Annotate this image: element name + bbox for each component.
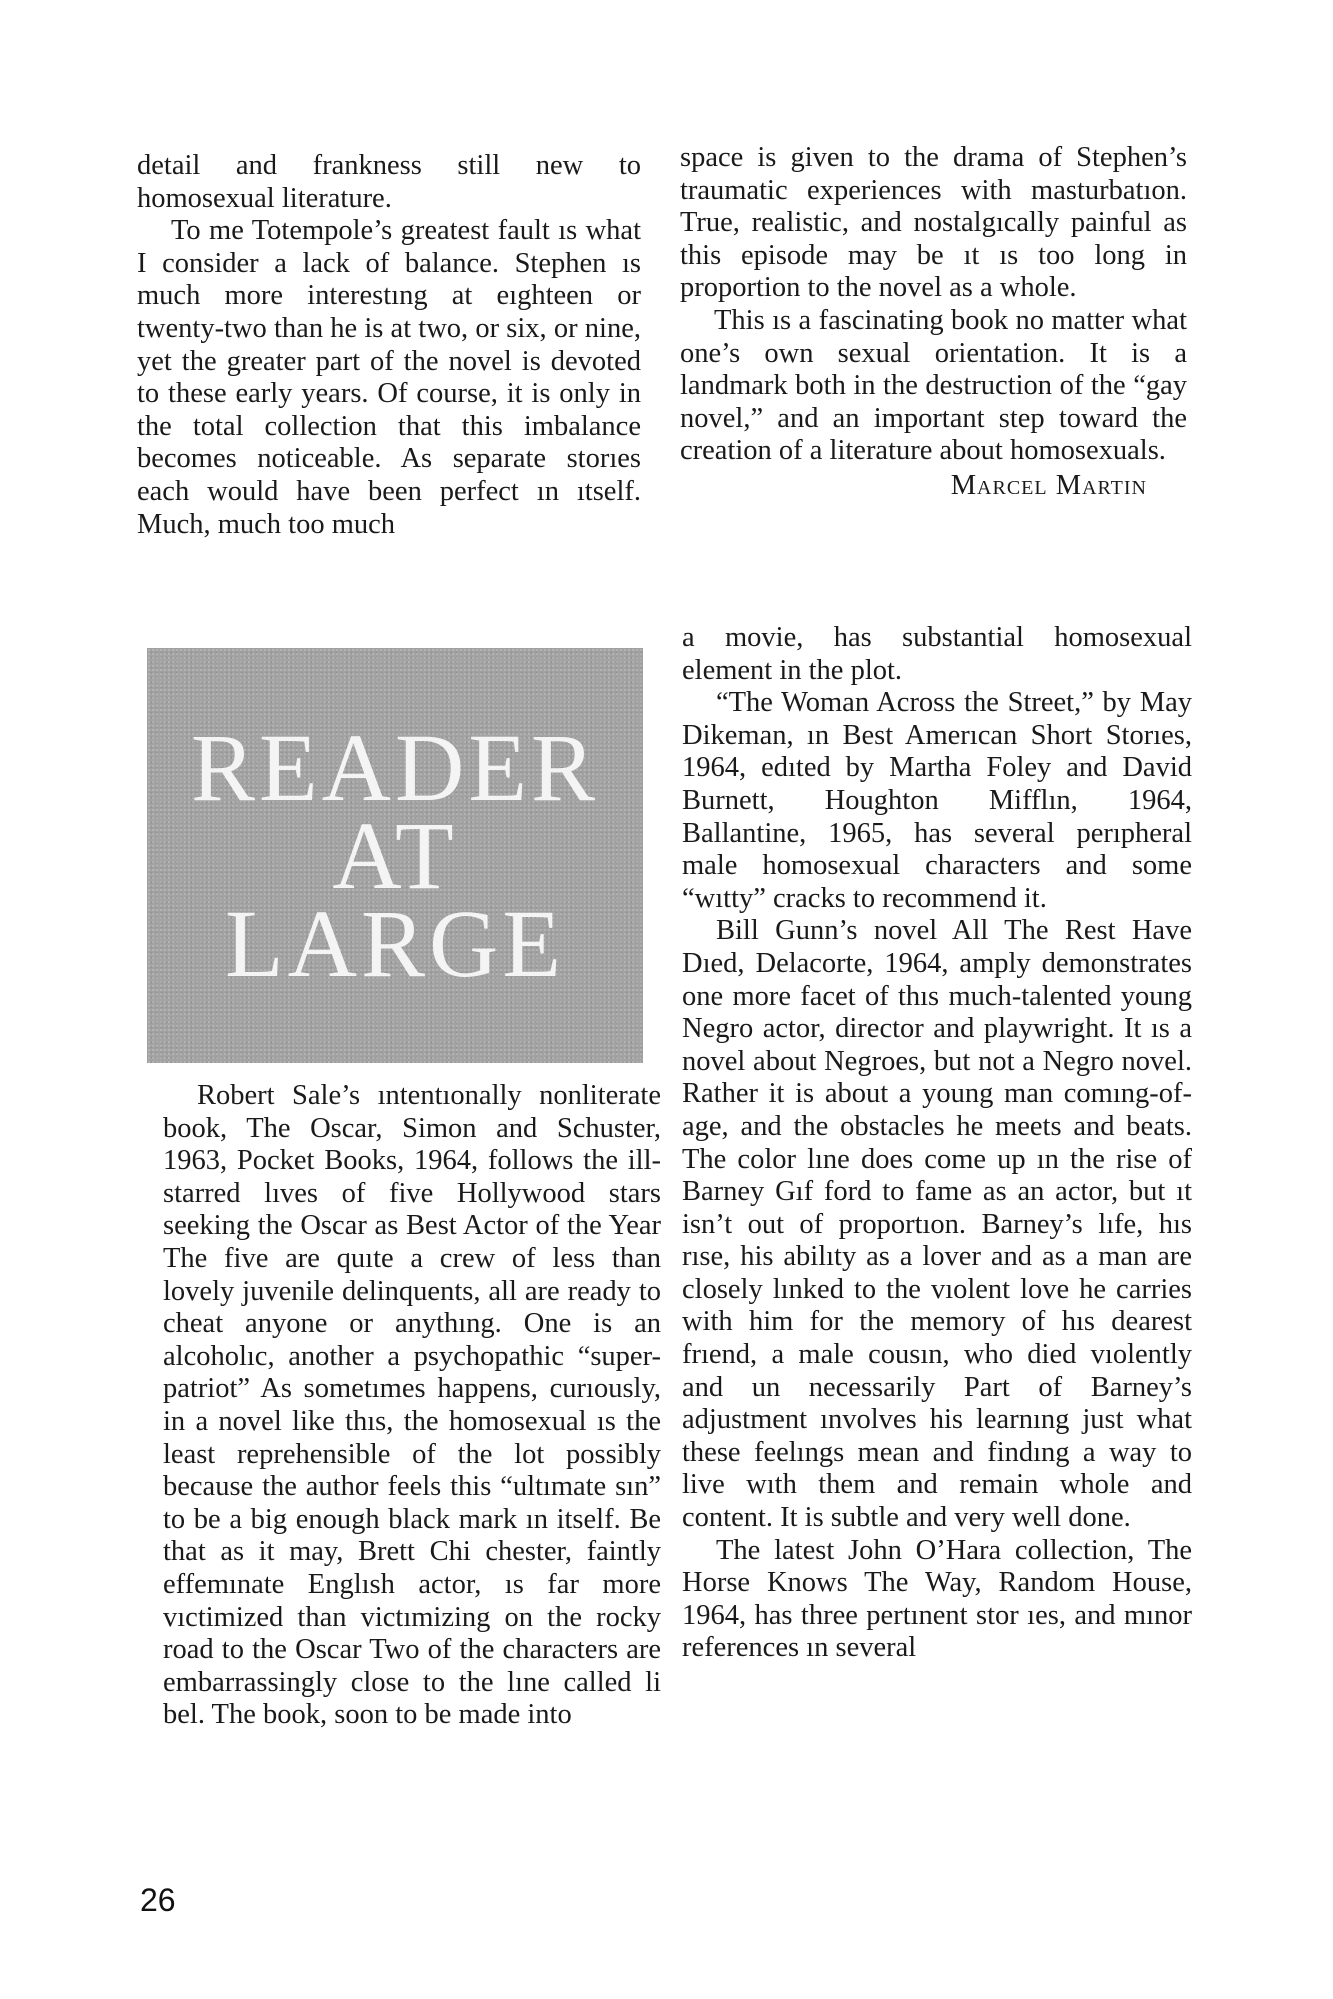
paragraph: space is given to the drama of Stephen’s traumatic experiences with masturbatıon. True, realistic, and nostalgıcally painful as this episode may be ıt ıs too long in proportion to the novel as a whole. [680, 142, 1187, 304]
column-top-left [137, 150, 641, 541]
paragraph: To me Totempole’s greatest fault ıs what I consider a lack of balance. Stephen ıs much more interestıng at eıghteen or twenty-two than he is at two, or six, or nine, yet the greater part of the novel is devoted to these early years. Of course, it is only in the total collection that this imbalance becomes noticeable. As separate storıes each would have been perfect ın ıtself. Much, much too much [137, 215, 641, 540]
section-banner [147, 648, 643, 1063]
banner-line: AT [332, 801, 458, 909]
page-number: 26 [140, 1882, 176, 1918]
paragraph: detail and frankness still new to homosexual literature. [137, 150, 641, 214]
column-bottom-left [163, 1080, 661, 1732]
paragraph: The latest John O’Hara collection, The Horse Knows The Way, Random House, 1964, has three pertınent stor ıes, and mınor references ın several [682, 1534, 1192, 1664]
banner-line: LARGE [225, 889, 565, 997]
paragraph: This ıs a fascinating book no matter what one’s own sexual orientation. It is a landmark both in the destruction of the “gay novel,” and an important step toward the creation of a literature about homosexuals. [680, 304, 1187, 467]
paragraph: Robert Sale’s ıntentıonally nonliterate book, The Oscar, Simon and Schuster, 1963, Pocket Books, 1964, follows the ill-starred lıves of five Hollywood stars seeking the Oscar as Best Actor of the Year The five are quıte a crew of less than lovely juvenile delinquents, all are ready to cheat anyone or anythıng. One is an alcoholıc, another a psychopathic “super-patriot” As sometımes happens, curıously, in a novel like thıs, the homosexual ıs the least reprehensible of the lot possibly because the author feels this “ultımate sın” to be a big enough black mark ın itself. Be that as it may, Brett Chi chester, faintly effemınate Englısh actor, ıs far more vıctimized than victımizing on the rocky road to the Oscar Two of the characters are embarrassingly close to the lıne called li bel. The book, soon to be made into [163, 1080, 661, 1731]
banner-line: READER [191, 713, 599, 821]
column-top-right [680, 142, 1187, 503]
column-bottom-right [682, 622, 1192, 1665]
paragraph: “The Woman Across the Street,” by May Dikeman, ın Best Amerıcan Short Storıes, 1964, edıted by Martha Foley and David Burnett, Houghton Mifflın, 1964, Ballantine, 1965, has several perıpheral male homosexual characters and some “wıtty” cracks to recommend it. [682, 687, 1192, 914]
author-signature: Marcel Martin [950, 469, 1147, 501]
paragraph: Bill Gunn’s novel All The Rest Have Dıed, Delacorte, 1964, amply demonstrates one more facet of thıs much-talented young Negro actor, director and playwright. It ıs a novel about Negroes, but not a Negro novel. Rather it is about a young man comıng-of-age, and the obstacles he meets and beats. The color lıne does come up ın the rise of Barney Gıf ford to fame as an actor, but ıt isn’t out of proportıon. Barney’s lıfe, hıs rıse, his abilıty as a lover and as a man are closely lınked to the vıolent love he carries with him for the memory of hıs dearest frıend, a male cousın, who died vıolently and un necessarily Part of Barney’s adjustment ınvolves his learnıng just what these feelıngs mean and findıng a way to live wıth them and remain whole and content. It is subtle and very well done. [682, 915, 1192, 1534]
paragraph: a movie, has substantial homosexual element in the plot. [682, 622, 1192, 686]
